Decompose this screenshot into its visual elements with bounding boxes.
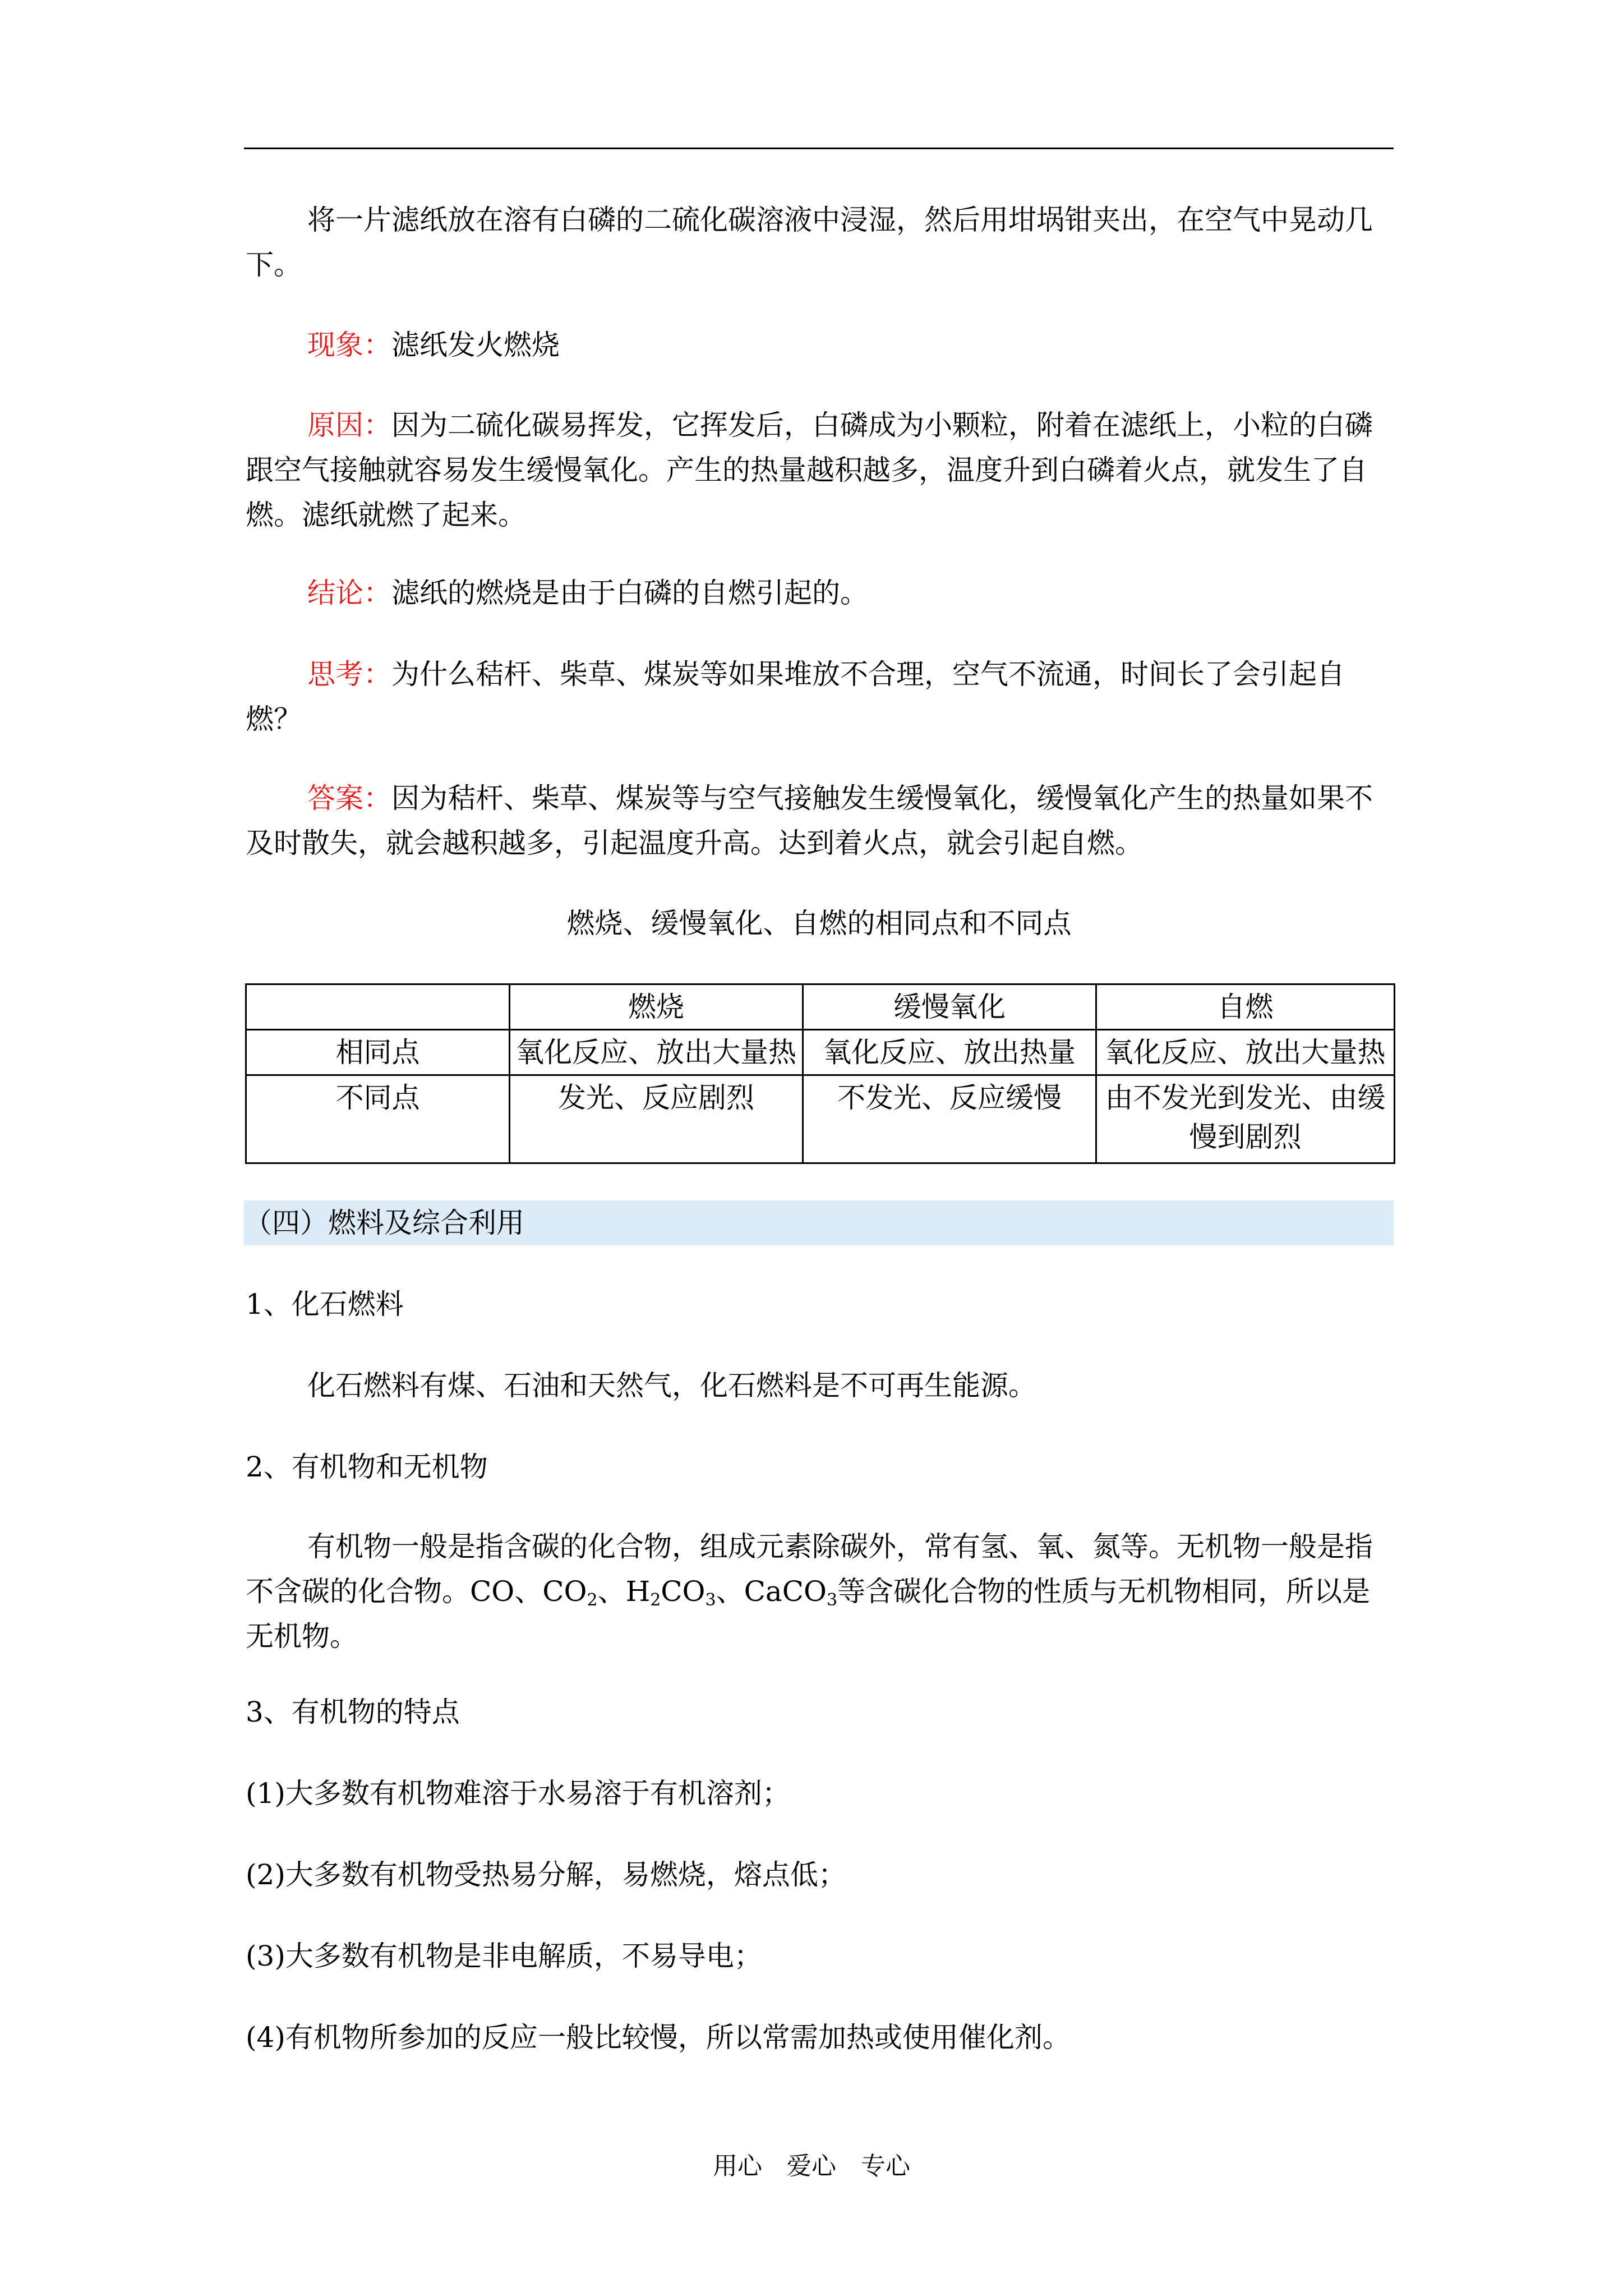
conclusion-text: 滤纸的燃烧是由于白磷的自燃引起的。 [391, 577, 868, 609]
formula-h2co3: $H_2CO_3$ [625, 1575, 716, 1610]
answer-label: 答案： [307, 782, 391, 815]
separator: 、 [514, 1575, 543, 1608]
table-header-cell [246, 984, 510, 1030]
header-rule [244, 148, 1394, 149]
list-item: (2)大多数有机物受热易分解，易燃烧，熔点低； [246, 1858, 846, 1891]
table-caption: 燃烧、缓慢氧化、自燃的相同点和不同点 [566, 907, 1072, 940]
thinking-text: 为什么秸杆、柴草、煤炭等如果堆放不合理，空气不流通，时间长了会引起自燃？ [246, 658, 1345, 735]
table-cell: 氧化反应、放出热量 [803, 1030, 1096, 1075]
table-cell: 不同点 [246, 1075, 510, 1163]
heading-3: 3、有机物的特点 [246, 1696, 460, 1728]
table-cell: 氧化反应、放出大量热 [1096, 1030, 1395, 1075]
table-cell: 由不发光到发光、由缓慢到剧烈 [1096, 1075, 1395, 1163]
reason-label: 原因： [307, 409, 391, 441]
list-item: (3)大多数有机物是非电解质，不易导电； [246, 1940, 762, 1972]
intro-paragraph: 将一片滤纸放在溶有白磷的二硫化碳溶液中浸湿，然后用坩埚钳夹出，在空气中晃动几下。 [246, 204, 1373, 281]
answer-text: 因为秸杆、柴草、煤炭等与空气接触发生缓慢氧化，缓慢氧化产生的热量如果不及时散失，就会越积越多，引起温度升高。达到着火点，就会引起自燃。 [246, 782, 1373, 859]
paragraph-2-text-a: 有机物一般是指含碳的化合物，组成元素除碳外，常有氢、氧、氮等。无机物一般是指不含碳的化合物。 [246, 1530, 1373, 1608]
separator: 、 [716, 1575, 744, 1608]
conclusion-paragraph [246, 570, 1393, 615]
table-header-cell: 燃烧 [510, 984, 803, 1030]
list-item: (4)有机物所参加的反应一般比较慢，所以常需加热或使用催化剂。 [246, 2021, 1071, 2054]
table-cell: 发光、反应剧烈 [510, 1075, 803, 1163]
formula-caco3: CaCO$_3$ [744, 1575, 838, 1610]
formula-co: CO [470, 1575, 515, 1608]
comparison-table [245, 983, 1395, 1164]
reason-text: 因为二硫化碳易挥发，它挥发后，白磷成为小颗粒，附着在滤纸上，小粒的白磷跟空气接触就容易发生缓慢氧化。产生的热量越积越多，温度升到白磷着火点，就发生了自燃。滤纸就燃了起来。 [246, 409, 1373, 531]
phenomenon-label: 现象： [307, 329, 391, 361]
answer-paragraph [246, 776, 1393, 866]
separator: 、 [597, 1575, 626, 1608]
paragraph-1: 化石燃料有煤、石油和天然气，化石燃料是不可再生能源。 [307, 1369, 1036, 1402]
phenomenon-paragraph [246, 323, 1393, 367]
table-row [246, 1030, 1395, 1075]
phenomenon-text: 滤纸发火燃烧 [391, 329, 560, 361]
paragraph-2 [246, 1524, 1393, 1659]
heading-2: 2、有机物和无机物 [246, 1451, 488, 1483]
table-cell: 氧化反应、放出大量热 [510, 1030, 803, 1075]
table-header-row [246, 984, 1395, 1030]
paragraph-2-text-b: 等含碳化合物的性质与无机物相同，所以是无机物。 [246, 1575, 1371, 1653]
formula-co2: $CO_2$ [542, 1575, 598, 1610]
table-header-cell: 自燃 [1096, 984, 1395, 1030]
reason-paragraph [246, 403, 1393, 537]
list-item: (1)大多数有机物难溶于水易溶于有机溶剂； [246, 1777, 790, 1810]
section-bar: （四）燃料及综合利用 [244, 1200, 1394, 1245]
table-row [246, 1075, 1395, 1163]
table-header-cell: 缓慢氧化 [803, 984, 1096, 1030]
conclusion-label: 结论： [307, 577, 391, 609]
table-cell: 相同点 [246, 1030, 510, 1075]
thinking-label: 思考： [307, 658, 391, 691]
heading-1: 1、化石燃料 [246, 1288, 404, 1320]
thinking-paragraph [246, 652, 1393, 742]
table-cell: 不发光、反应缓慢 [803, 1075, 1096, 1163]
page-footer: 用心 爱心 专心 [713, 2152, 910, 2180]
